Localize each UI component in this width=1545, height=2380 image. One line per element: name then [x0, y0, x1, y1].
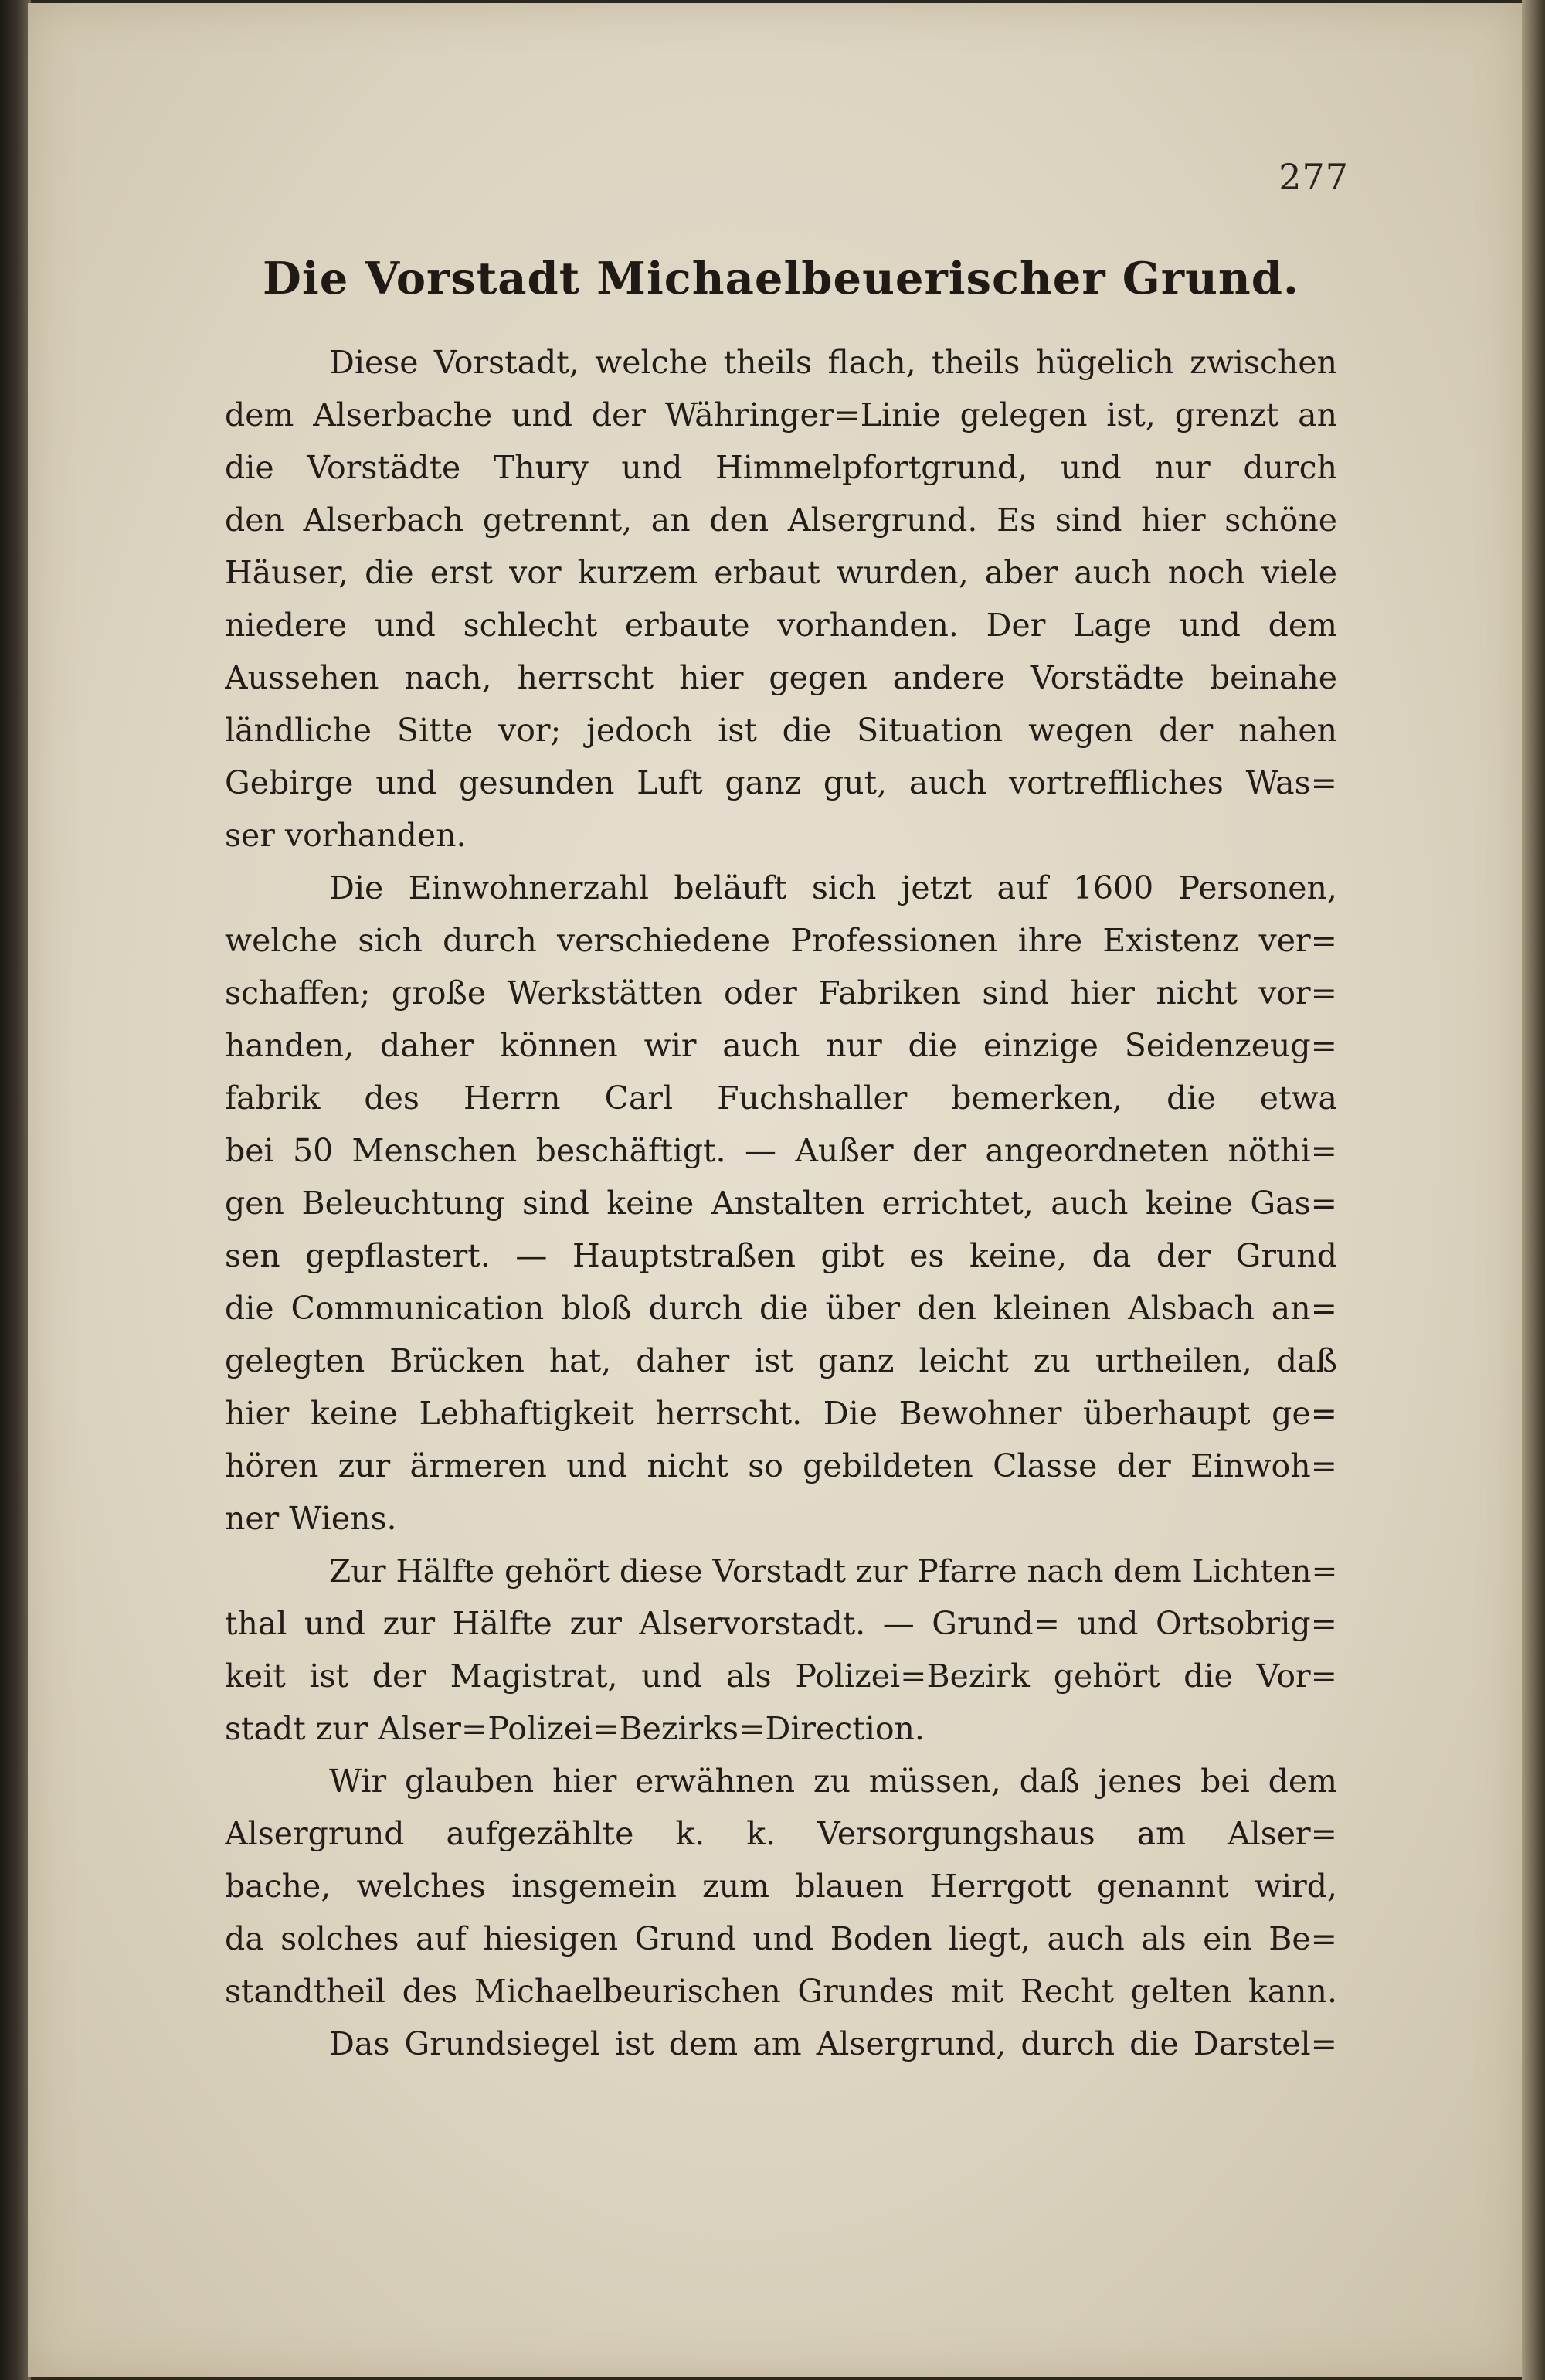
book-page	[28, 3, 1523, 2377]
text-line: bei 50 Menschen beschäftigt. — Außer der angeordneten nöthi=	[225, 1132, 1337, 1169]
text-line: standtheil des Michaelbeurischen Grundes mit Recht gelten kann.	[225, 1973, 1337, 2010]
text-line: thal und zur Hälfte zur Alservorstadt. — Grund= und Ortsobrig=	[225, 1605, 1337, 1642]
text-line: stadt zur Alser=Polizei=Bezirks=Direction.	[225, 1710, 925, 1747]
text-line: bache, welches insgemein zum blauen Herrgott genannt wird,	[225, 1868, 1337, 1905]
text-line: Das Grundsiegel ist dem am Alsergrund, durch die Darstel=	[329, 2025, 1337, 2062]
text-line: keit ist der Magistrat, und als Polizei=Bezirk gehört die Vor=	[225, 1658, 1337, 1695]
text-line: da solches auf hiesigen Grund und Boden liegt, auch als ein Be=	[225, 1920, 1337, 1957]
text-line: niedere und schlecht erbaute vorhanden. Der Lage und dem	[225, 607, 1337, 644]
page-edge-shadow	[1522, 0, 1545, 2380]
text-line: Diese Vorstadt, welche theils flach, theils hügelich zwischen	[329, 344, 1337, 381]
text-line: fabrik des Herrn Carl Fuchshaller bemerken, die etwa	[225, 1080, 1337, 1117]
text-line: hören zur ärmeren und nicht so gebildeten Classe der Einwoh=	[225, 1447, 1337, 1484]
text-line: ner Wiens.	[225, 1500, 397, 1537]
binding-shadow	[0, 0, 31, 2380]
text-line: gelegten Brücken hat, daher ist ganz leicht zu urtheilen, daß	[225, 1342, 1337, 1379]
text-line: die Vorstädte Thury und Himmelpfortgrund, und nur durch	[225, 449, 1337, 486]
text-line: sen gepflastert. — Hauptstraßen gibt es keine, da der Grund	[225, 1237, 1337, 1274]
text-line: schaffen; große Werkstätten oder Fabriken sind hier nicht vor=	[225, 974, 1337, 1012]
text-line: hier keine Lebhaftigkeit herrscht. Die Bewohner überhaupt ge=	[225, 1395, 1337, 1432]
text-line: Gebirge und gesunden Luft ganz gut, auch vortreffliches Was=	[225, 764, 1337, 801]
text-line: ländliche Sitte vor; jedoch ist die Situation wegen der nahen	[225, 712, 1337, 749]
text-line: Wir glauben hier erwähnen zu müssen, daß jenes bei dem	[329, 1763, 1337, 1800]
text-line: Aussehen nach, herrscht hier gegen andere Vorstädte beinahe	[225, 659, 1337, 696]
text-line: Alsergrund aufgezählte k. k. Versorgungshaus am Alser=	[225, 1815, 1337, 1852]
text-line: gen Beleuchtung sind keine Anstalten errichtet, auch keine Gas=	[225, 1185, 1337, 1222]
text-line: dem Alserbache und der Währinger=Linie gelegen ist, grenzt an	[225, 396, 1337, 434]
text-line: Häuser, die erst vor kurzem erbaut wurden, aber auch noch viele	[225, 554, 1337, 591]
text-line: Zur Hälfte gehört diese Vorstadt zur Pfarre nach dem Lichten=	[329, 1552, 1337, 1590]
section-heading: Die Vorstadt Michaelbeuerischer Grund.	[263, 252, 1299, 304]
text-line: die Communication bloß durch die über den kleinen Alsbach an=	[225, 1290, 1337, 1327]
text-line: ser vorhanden.	[225, 817, 467, 854]
text-line: handen, daher können wir auch nur die einzige Seidenzeug=	[225, 1027, 1337, 1064]
text-line: Die Einwohnerzahl beläuft sich jetzt auf 1600 Personen,	[329, 869, 1337, 906]
text-line: welche sich durch verschiedene Professionen ihre Existenz ver=	[225, 922, 1337, 959]
page-number: 277	[1278, 156, 1349, 198]
text-line: den Alserbach getrennt, an den Alsergrund. Es sind hier schöne	[225, 502, 1337, 539]
